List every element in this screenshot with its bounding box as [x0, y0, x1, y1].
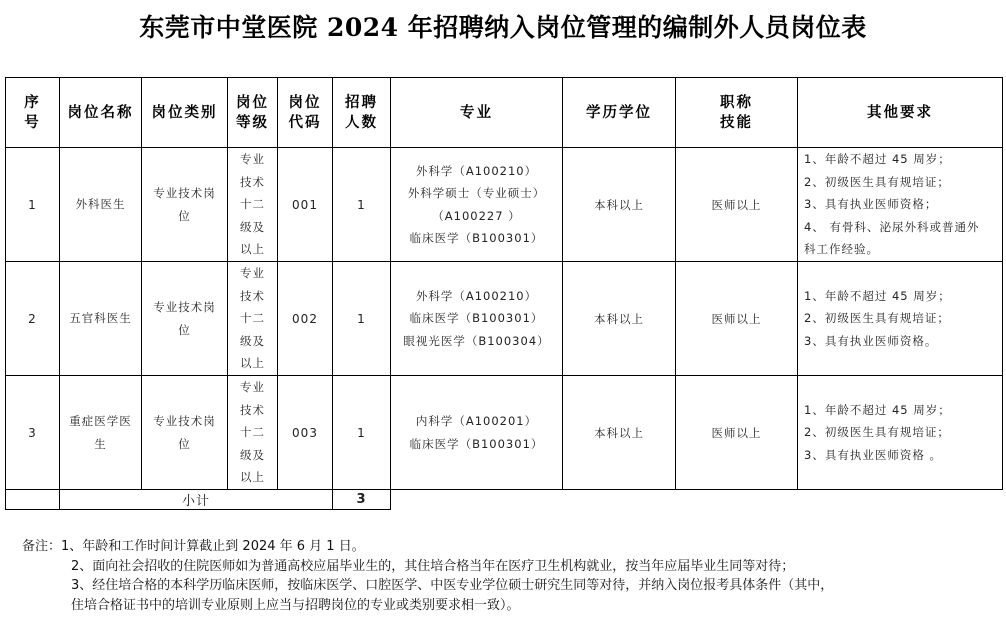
cell-education: 本科以上	[563, 262, 676, 376]
cell-title-skill: 医师以上	[676, 148, 798, 262]
cell-type: 专业技术岗 位	[142, 262, 228, 376]
notes	[22, 537, 833, 615]
cell-title-skill: 医师以上	[676, 376, 798, 490]
header-title-skill: 职称 技能	[676, 78, 798, 148]
header-position-type: 岗位类别	[142, 78, 228, 148]
note-line-4: 住培合格证书中的培训专业原则上应当与招聘岗位的专业或类别要求相一致）。	[71, 597, 520, 613]
header-row	[6, 78, 1003, 148]
table-row	[6, 376, 1003, 490]
cell-level: 专业 技术 十二 级及 以上	[228, 262, 278, 376]
header-count: 招聘 人数	[333, 78, 391, 148]
cell-seq: 3	[6, 376, 60, 490]
cell-title-skill: 医师以上	[676, 262, 798, 376]
cell-level: 专业 技术 十二 级及 以上	[228, 376, 278, 490]
subtotal-blank	[391, 490, 1003, 510]
header-seq: 序 号	[6, 78, 60, 148]
note-line-2: 2、面向社会招收的住院医师如为普通高校应届毕业生的，其住培合格当年在医疗卫生机构就业，按当年应届毕业生同等对待；	[71, 558, 795, 574]
cell-code: 002	[278, 262, 333, 376]
cell-major: 内科学（A100201） 临床医学（B100301）	[391, 376, 563, 490]
cell-count: 1	[333, 376, 391, 490]
header-other: 其他要求	[798, 78, 1003, 148]
subtotal-empty	[6, 490, 60, 510]
cell-seq: 1	[6, 148, 60, 262]
cell-other: 1、年龄不超过 45 周岁； 2、初级医生具有规培证； 3、具有执业医师资格 。	[798, 376, 1003, 490]
cell-level: 专业 技术 十二 级及 以上	[228, 148, 278, 262]
subtotal-value: 3	[333, 490, 391, 510]
cell-other: 1、年龄不超过 45 周岁； 2、初级医生具有规培证； 3、具有执业医师资格。	[798, 262, 1003, 376]
table-row	[6, 262, 1003, 376]
table-row	[6, 148, 1003, 262]
cell-major: 外科学（A100210） 临床医学（B100301） 眼视光医学（B100304）	[391, 262, 563, 376]
cell-major: 外科学（A100210） 外科学硕士（专业硕士） （A100227 ） 临床医学（B100301）	[391, 148, 563, 262]
position-table	[5, 77, 1003, 510]
header-position-name: 岗位名称	[60, 78, 142, 148]
header-level: 岗位 等级	[228, 78, 278, 148]
notes-prefix: 备注：	[22, 539, 62, 554]
subtotal-row	[6, 490, 1003, 510]
note-line-3: 3、经住培合格的本科学历临床医师，按临床医学、口腔医学、中医专业学位硕士研究生同等对待，并纳入岗位报考具体条件（其中，	[71, 578, 834, 593]
header-major: 专业	[391, 78, 563, 148]
cell-education: 本科以上	[563, 148, 676, 262]
cell-count: 1	[333, 262, 391, 376]
cell-count: 1	[333, 148, 391, 262]
subtotal-label: 小计	[60, 490, 333, 510]
note-line-1: 备注：1、年龄和工作时间计算截止到 2024 年 6 月 1 日。	[22, 539, 365, 554]
header-code: 岗位 代码	[278, 78, 333, 148]
cell-other: 1、年龄不超过 45 周岁； 2、初级医生具有规培证； 3、具有执业医师资格； 4、 有骨科、泌尿外科或普通外 科工作经验。	[798, 148, 1003, 262]
cell-education: 本科以上	[563, 376, 676, 490]
header-education: 学历学位	[563, 78, 676, 148]
cell-code: 001	[278, 148, 333, 262]
cell-name: 五官科医生	[60, 262, 142, 376]
cell-code: 003	[278, 376, 333, 490]
cell-type: 专业技术岗 位	[142, 376, 228, 490]
cell-name: 重症医学医 生	[60, 376, 142, 490]
cell-type: 专业技术岗 位	[142, 148, 228, 262]
cell-name: 外科医生	[60, 148, 142, 262]
cell-seq: 2	[6, 262, 60, 376]
page-title: 东莞市中堂医院 2024 年招聘纳入岗位管理的编制外人员岗位表	[139, 13, 867, 42]
